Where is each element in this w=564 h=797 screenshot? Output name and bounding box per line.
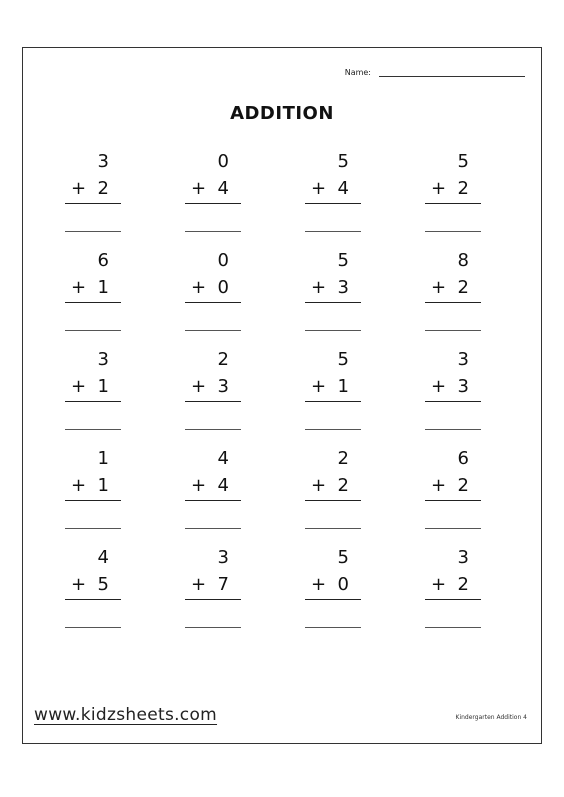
top-addend: 3	[97, 151, 109, 172]
plus-sign: +	[431, 376, 447, 397]
sum-line	[185, 599, 241, 600]
answer-blank-line[interactable]	[305, 231, 361, 232]
bottom-row	[311, 277, 349, 299]
addition-problem	[65, 151, 121, 250]
plus-sign: +	[431, 277, 447, 298]
bottom-row	[431, 376, 469, 398]
bottom-row	[311, 178, 349, 200]
answer-blank-line[interactable]	[425, 429, 481, 430]
bottom-addend: 0	[217, 277, 229, 298]
bottom-row	[71, 574, 109, 596]
answer-blank-line[interactable]	[305, 330, 361, 331]
addition-problem	[65, 448, 121, 547]
answer-blank-line[interactable]	[185, 528, 241, 529]
addition-problem	[305, 349, 361, 448]
sum-line	[65, 599, 121, 600]
bottom-addend: 2	[457, 574, 469, 595]
plus-sign: +	[191, 574, 207, 595]
bottom-row	[191, 376, 229, 398]
answer-blank-line[interactable]	[65, 231, 121, 232]
bottom-row	[191, 277, 229, 299]
bottom-row	[71, 277, 109, 299]
bottom-row	[191, 574, 229, 596]
bottom-row	[71, 475, 109, 497]
addition-problem	[185, 448, 241, 547]
plus-sign: +	[71, 178, 87, 199]
answer-blank-line[interactable]	[65, 429, 121, 430]
footer-tag: Kindergarten Addition 4	[455, 714, 527, 721]
name-field	[345, 68, 525, 77]
answer-blank-line[interactable]	[425, 330, 481, 331]
answer-blank-line[interactable]	[65, 330, 121, 331]
addition-problem	[65, 547, 121, 646]
bottom-row	[431, 475, 469, 497]
plus-sign: +	[71, 475, 87, 496]
top-addend: 5	[337, 547, 349, 568]
top-addend: 3	[217, 547, 229, 568]
name-blank-line[interactable]	[379, 68, 525, 77]
top-addend: 3	[97, 349, 109, 370]
addition-problem	[65, 349, 121, 448]
sum-line	[185, 302, 241, 303]
plus-sign: +	[431, 178, 447, 199]
sum-line	[65, 500, 121, 501]
sum-line	[425, 500, 481, 501]
answer-blank-line[interactable]	[425, 627, 481, 628]
bottom-row	[191, 475, 229, 497]
bottom-row	[71, 376, 109, 398]
plus-sign: +	[71, 376, 87, 397]
top-addend: 8	[457, 250, 469, 271]
addition-problem	[305, 448, 361, 547]
problem-grid	[65, 151, 481, 646]
plus-sign: +	[191, 475, 207, 496]
plus-sign: +	[311, 574, 327, 595]
sum-line	[425, 599, 481, 600]
plus-sign: +	[311, 178, 327, 199]
top-addend: 0	[217, 151, 229, 172]
bottom-addend: 1	[337, 376, 349, 397]
sum-line	[185, 203, 241, 204]
bottom-addend: 3	[337, 277, 349, 298]
answer-blank-line[interactable]	[185, 231, 241, 232]
bottom-addend: 3	[217, 376, 229, 397]
answer-blank-line[interactable]	[425, 231, 481, 232]
addition-problem	[425, 250, 481, 349]
sum-line	[185, 500, 241, 501]
answer-blank-line[interactable]	[305, 528, 361, 529]
top-addend: 2	[337, 448, 349, 469]
bottom-row	[311, 376, 349, 398]
top-addend: 3	[457, 349, 469, 370]
bottom-addend: 4	[217, 178, 229, 199]
addition-problem	[185, 250, 241, 349]
answer-blank-line[interactable]	[305, 627, 361, 628]
plus-sign: +	[431, 475, 447, 496]
plus-sign: +	[431, 574, 447, 595]
top-addend: 6	[457, 448, 469, 469]
plus-sign: +	[71, 574, 87, 595]
addition-problem	[425, 151, 481, 250]
bottom-addend: 1	[97, 376, 109, 397]
addition-problem	[305, 250, 361, 349]
bottom-row	[191, 178, 229, 200]
sum-line	[305, 599, 361, 600]
name-label: Name:	[344, 68, 371, 77]
bottom-addend: 2	[457, 178, 469, 199]
plus-sign: +	[311, 475, 327, 496]
bottom-addend: 1	[97, 475, 109, 496]
answer-blank-line[interactable]	[305, 429, 361, 430]
top-addend: 4	[217, 448, 229, 469]
plus-sign: +	[191, 178, 207, 199]
addition-problem	[425, 349, 481, 448]
plus-sign: +	[191, 277, 207, 298]
bottom-addend: 4	[337, 178, 349, 199]
top-addend: 5	[337, 349, 349, 370]
bottom-row	[431, 574, 469, 596]
plus-sign: +	[311, 376, 327, 397]
bottom-addend: 1	[97, 277, 109, 298]
top-addend: 0	[217, 250, 229, 271]
answer-blank-line[interactable]	[185, 429, 241, 430]
top-addend: 6	[97, 250, 109, 271]
sum-line	[65, 401, 121, 402]
addition-problem	[185, 349, 241, 448]
answer-blank-line[interactable]	[185, 330, 241, 331]
top-addend: 4	[97, 547, 109, 568]
sum-line	[425, 203, 481, 204]
addition-problem	[65, 250, 121, 349]
bottom-addend: 2	[97, 178, 109, 199]
answer-blank-line[interactable]	[65, 627, 121, 628]
answer-blank-line[interactable]	[65, 528, 121, 529]
bottom-row	[311, 475, 349, 497]
top-addend: 5	[337, 151, 349, 172]
top-addend: 3	[457, 547, 469, 568]
addition-problem	[305, 151, 361, 250]
sum-line	[185, 401, 241, 402]
sum-line	[305, 401, 361, 402]
top-addend: 2	[217, 349, 229, 370]
addition-problem	[185, 547, 241, 646]
top-addend: 5	[457, 151, 469, 172]
sum-line	[305, 302, 361, 303]
bottom-row	[431, 277, 469, 299]
answer-blank-line[interactable]	[425, 528, 481, 529]
addition-problem	[305, 547, 361, 646]
bottom-addend: 2	[457, 277, 469, 298]
sum-line	[65, 203, 121, 204]
sum-line	[425, 302, 481, 303]
plus-sign: +	[71, 277, 87, 298]
top-addend: 1	[97, 448, 109, 469]
footer-site-link[interactable]: www.kidzsheets.com	[34, 705, 218, 725]
addition-problem	[185, 151, 241, 250]
bottom-addend: 2	[337, 475, 349, 496]
addition-problem	[425, 547, 481, 646]
answer-blank-line[interactable]	[185, 627, 241, 628]
bottom-addend: 7	[217, 574, 229, 595]
plus-sign: +	[311, 277, 327, 298]
bottom-row	[431, 178, 469, 200]
plus-sign: +	[191, 376, 207, 397]
bottom-row	[71, 178, 109, 200]
addition-problem	[425, 448, 481, 547]
sum-line	[305, 500, 361, 501]
bottom-addend: 5	[97, 574, 109, 595]
sum-line	[425, 401, 481, 402]
sum-line	[65, 302, 121, 303]
bottom-addend: 3	[457, 376, 469, 397]
bottom-addend: 4	[217, 475, 229, 496]
top-addend: 5	[337, 250, 349, 271]
worksheet-border	[22, 47, 542, 744]
sum-line	[305, 203, 361, 204]
bottom-row	[311, 574, 349, 596]
bottom-addend: 2	[457, 475, 469, 496]
page-title: ADDITION	[230, 103, 334, 124]
bottom-addend: 0	[337, 574, 349, 595]
